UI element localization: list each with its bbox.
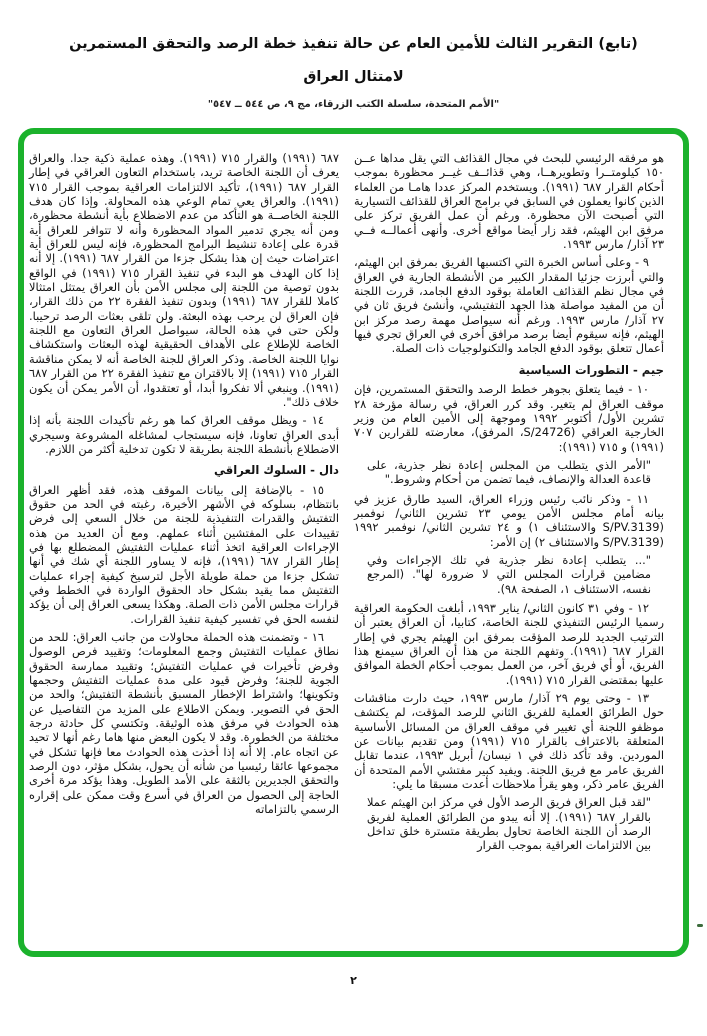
quote-block-2: "... يتطلب إعادة نظر جذرية في تلك الإجراءات وفي مضامين قرارات المجلس التي لا ضرورة لها". (المرجع نفسه، الاستئناف ١، الصفحة ٩٨).	[367, 552, 651, 596]
paragraph-10: ١٠ - فيما يتعلق بجوهر خطط الرصد والتحقق المستمرين، فإن موقف العراق لم يتغير. وقد كرر العراق، في رسالة مؤرخة ٢٨ تشرين الأول/ أكتوبر ١٩٩٢ وموجهة إلى الأمين العام من وزير الخارجية العراقي (S/24726، المرفق)، معارضته للقرارين ٧٠٧ (١٩٩١) و ٧١٥ (١٩٩١):	[354, 382, 664, 454]
document-subtitle: لامتثال العراق	[303, 69, 404, 85]
paragraph-11: ١١ - وذكر نائب رئيس وزراء العراق، السيد طارق عزيز في بيانه أمام مجلس الأمن يومي ٢٣ تشرين الثاني/ نوفمبر (S/PV.3139 والاستئناف ١) و ٢٤ تشرين الثاني/ نوفمبر ١٩٩٢ (S/PV.3139 والاستئناف ٢) إن الأمر:	[354, 491, 664, 549]
paragraph-15: ١٥ - بالإضافة إلى بيانات الموقف هذه، فقد أظهر العراق بانتظام، بسلوكه في الأشهر الأخيرة، رغبته في الحد من حقوق التفتيش والقدرات التنفيذية للجنة من خلال السعي إلى فرض تقييدات على المفتشين أثناء عملهم. ومع أن العديد من هذه الإجراءات العراقية اتخذ أثناء عمليات التفتيش المضطلع بها في إطار القرار ٦٨٧ (١٩٩١)، فإنه لا يساور اللجنة أي شك في أنها تشكل جزءا من حملة طويلة الأجل لترسيخ كيفية إجراء عمليات التفتيش مما يقيد بشكل حاد الحقوق الواردة في الخطط وفي قرارات مجلس الأمن ذات الصلة. وهكذا يسعى العراق إلى أن يؤكد لنفسه الحق في تفسير كيفية تنفيذ القرارات.	[29, 482, 339, 626]
two-column-content	[24, 134, 683, 951]
column-left	[29, 151, 339, 941]
document-title: (تابع) التقرير الثالث للأمين العام عن حالة تنفيذ خطة الرصد والتحقق المستمرين	[69, 36, 638, 52]
source-citation: "الأمم المتحدة، سلسلة الكتب الزرقاء، مج ٩، ص ٥٤٤ ــ ٥٤٧"	[207, 99, 500, 110]
paragraph-12: ١٢ - وفي ٣١ كانون الثاني/ يناير ١٩٩٣، أبلغت الحكومة العراقية رسميا الرئيس التنفيذي للجنة الخاصة، كتابيا، أن العراق يعتبر أن الترتيب الجديد للرصد المؤقت بمرفق ابن الهيثم يجري في إطار القرار ٦٨٧ (١٩٩١). وتفهم اللجنة من هذا أن العراق سيمنع هذا الفريق، أو أي فريق آخر، من العمل بموجب أحكام الخطة الموافق عليها بمقتضى القرار ٧١٥ (١٩٩١).	[354, 600, 664, 687]
highlight-border	[18, 128, 689, 957]
paragraph-continuation-right: هو مرفقه الرئيسي للبحث في مجال القذائف التي يقل مداها عــن ١٥٠ كيلومتــرا وتطويرهــا، وهي قذائــف غيــر محظورة بموجب أحكام القرار ٦٨٧ (١٩٩١). ويستخدم المركز عددا هامـا من العلماء الذين كانوا يعملون في السابق في برامج العراق للقذائف التسيارية التي أصبحت الآن محظورة. ورغم أن عمل الفريق تركز على مرفق ابن الهيثم، فقد زار أيضا مواقع أخرى. وأنهى أعمالــه فــي ٢٣ آذار/ مارس ١٩٩٣.	[354, 151, 664, 252]
scan-artifact-dot	[697, 924, 703, 927]
paragraph-14: ١٤ - ويظل موقف العراق كما هو رغم تأكيدات اللجنة بأنه إذا أبدى العراق تعاونا، فإنه سيستجاب لمشاغله المشروعة وسيجري الاضطلاع بأنشطة اللجنة بطريقة لا تكون تدخلية أكثر من اللازم.	[29, 413, 339, 456]
paragraph-9: ٩ - وعلى أساس الخبرة التي اكتسبها الفريق بمرفق ابن الهيثم، والتي أبرزت جزئيا المقدار الكبير من الأنشطة الجارية في العراق في مجال نظم القذائف العاملة بوقود الدفع الجامد، قررت اللجنة أن من المفيد مواصلة هذا الجهد التفتيشي، وأنشئ فريق ثان في ٢٧ آذار/ مارس ١٩٩٣. ورغم أنه سيواصل مهمة رصد مركز ابن الهيثم، فإنه سيقوم أيضا برصد مرافق أخرى في العراق تجري فيها أعمال تتعلق بوقود الدفع الجامد والتكنولوجيات ذات الصلة.	[354, 255, 664, 356]
quote-block-1: "الأمر الذي يتطلب من المجلس إعادة نظر جذرية، على قاعدة العدالة والإنصاف، فيما تضمن من أحكام وشروط."	[367, 457, 651, 487]
quote-continuation-left: ٦٨٧ (١٩٩١) والقرار ٧١٥ (١٩٩١). وهذه عملية ذكية جدا. والعراق يعرف أن اللجنة الخاصة تريد، باستخدام التعاون العراقي في إطار القرار ٦٨٧ (١٩٩١)، تأكيد الالتزامات العراقية بموجب القرار ٧١٥ (١٩٩١). والعراق يعي تمام الوعي هذه المحاولة. وإذا كان هدف اللجنة الخاصــة هو التأكد من عدم الاضطلاع بأية أنشطة محظورة، ومن أنه يجري تدمير المواد المحظورة وأنه لا تتوافر للعراق أية قدرة على إعادة تنشيط البرامج المحظورة، فإنه ليس للعراق أية اعتراضات حيث إن هذا يشكل جزءا من القرار ٦٨٧ (١٩٩١). إلا أنه إذا كان الهدف هو البدء في تنفيذ القرار ٧١٥ (١٩٩١) في الواقع بدون توصية من اللجنة إلى مجلس الأمن بأن العراق يمتثل امتثالا كاملا للقرار ٦٨٧ (١٩٩١) وبدون تنفيذ الفقرة ٢٢ من ذلك القرار، فإن العراق لن يرحب بهذه البعثة. ولن تلقى بعثات الرصد ترحيبا. ولكن حتى في هذه الحالة، سيواصل العراق التعاون مع اللجنة الخاصة للإطلاع على الأهداف الحقيقية لهذه البعثات واستكشاف نوايا اللجنة الخاصة. وذكر العراق للجنة الخاصة أنه لا يمكن مناقشة القرار ٧١٥ (١٩٩١) إلا بالاقتران مع تنفيذ الفقرة ٢٢ من القرار ٦٨٧ (١٩٩١). وينبغي ألا تفكروا أبدا، أو تعتقدوا، أن الأمر يمكن أن يكون خلاف ذلك".	[29, 151, 340, 409]
paragraph-13: ١٣ - وحتى يوم ٢٩ آذار/ مارس ١٩٩٣، حيث دارت مناقشات حول الطرائق العملية للفريق الثاني للرصد المؤقت، لم يكتشف موظفو اللجنة أي تغيير في موقف العراق من المسائل الأساسية المتعلقة بالاعتراف بالقرار ٧١٥ (١٩٩١) ومن تقديم بيانات عن الموردين. وقد تأكد ذلك في ١ نيسان/ أبريل ١٩٩٣، عندما تقابل الفريق عامر مع فريق اللجنة. ويفيد كبير مفتشي الأمم المتحدة أن الفريق عامر ذكر، وهو يقرأ ملاحظات أعدت مسبقا ما يلي:	[354, 691, 664, 792]
page-number: ٢	[350, 974, 357, 987]
quote-block-3: "لقد قبل العراق فريق الرصد الأول في مركز ابن الهيثم عملا بالقرار ٦٨٧ (١٩٩١). إلا أنه يبدو من الطرائق العملية لفريق الرصد أن اللجنة الخاصة تحاول بطريقة متسترة خلق تداخل بين الالتزامات العراقية بموجب القرار	[367, 795, 651, 853]
section-heading-political-developments: جيم - التطورات السياسية	[518, 362, 664, 377]
section-heading-iraqi-conduct: دال - السلوك العراقي	[213, 463, 339, 478]
column-right	[354, 151, 664, 941]
paragraph-16: ١٦ - وتضمنت هذه الحملة محاولات من جانب العراق: للحد من نطاق عمليات التفتيش وجمع المعلومات؛ وتقييد فرص الوصول وفرض تأخيرات في عمليات التفتيش؛ وتقييد ممارسة الحقوق الجوية للجنة؛ وفرض قيود على مدة عمليات التفتيش وحجمها وتكوينها؛ واشتراط الإخطار المسبق بأنشطة التفتيش؛ والحد من الحق في التصوير. ويمكن الاطلاع على المزيد من التفاصيل عن هذه الحوادث في مرفق هذه الوثيقة. وتكتسي كل حادثة درجة مختلفة من الخطورة. وقد لا يكون البعض منها هاما رغم أنها لا تحيد عن اتجاه عام. إلا أنه إذا أخذت هذه الحوادث معا فإنها تشكل في مجموعها عائقا رئيسيا من شأنه أن يحول، بشكل مؤثر، دون الرصد والتحقق الجديرين بالثقة على الأمد الطويل. وهذا يؤكد مرة أخرى الحاجة إلى الحصول من العراق في أسرع وقت ممكن على إقراره الرسمي بالتزاماته	[29, 630, 339, 817]
